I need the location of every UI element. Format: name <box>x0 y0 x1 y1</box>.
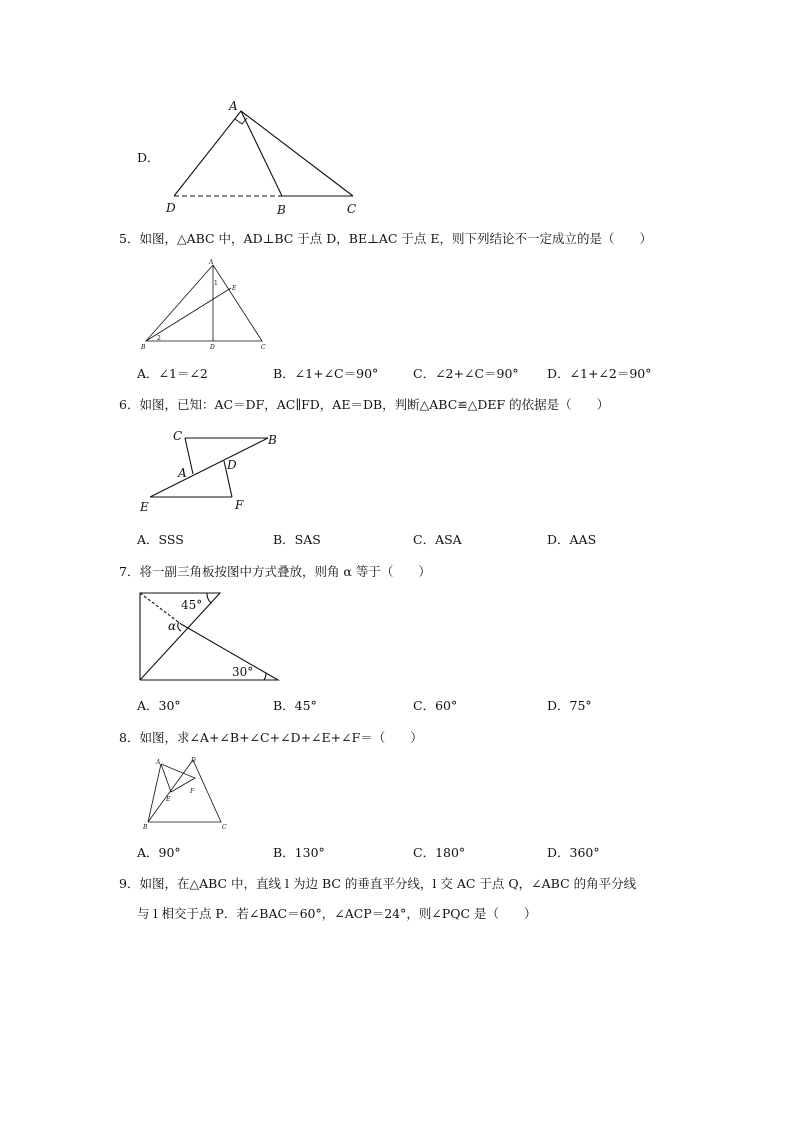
question-7-stem: 7．将一副三角板按图中方式叠放，则角 α 等于（ ） <box>119 564 431 579</box>
label-c: C <box>261 344 266 351</box>
question-5-option-c[interactable]: C．∠2+∠C＝90° <box>413 366 519 381</box>
question-6-stem: 6．如图，已知：AC＝DF，AC∥FD，AE＝DB，判断△ABC≌△DEF 的依据是（ ） <box>119 397 610 412</box>
question-6-option-c[interactable]: C．ASA <box>413 532 462 547</box>
label-d: D <box>191 757 196 764</box>
label-b: B <box>141 344 146 351</box>
question-6-option-d[interactable]: D．AAS <box>547 532 597 547</box>
label-d: D <box>210 344 215 351</box>
label-a: A <box>229 99 238 113</box>
question-9-stem-line-2: 与 l 相交于点 P．若∠BAC＝60°，∠ACP＝24°，则∠PQC 是（ ） <box>137 906 537 921</box>
label-a: A <box>209 259 214 266</box>
question-5-option-a[interactable]: A．∠1＝∠2 <box>137 366 208 381</box>
label-b: B <box>268 433 277 447</box>
label-e: E <box>140 500 149 514</box>
question-5-option-b[interactable]: B．∠1+∠C＝90° <box>273 366 379 381</box>
label-f: F <box>190 788 195 795</box>
label-30: 30° <box>232 665 254 679</box>
question-6-option-a[interactable]: A．SSS <box>137 532 184 547</box>
question-7-option-d[interactable]: D．75° <box>547 698 592 713</box>
question-8-option-b[interactable]: B．130° <box>273 845 325 860</box>
question-7-option-b[interactable]: B．45° <box>273 698 317 713</box>
question-8-option-d[interactable]: D．360° <box>547 845 600 860</box>
label-c: C <box>222 824 227 831</box>
label-d: D <box>227 458 237 472</box>
label-alpha: α <box>168 619 177 633</box>
label-2: 2 <box>157 335 161 342</box>
question-7-option-c[interactable]: C．60° <box>413 698 458 713</box>
label-d: D <box>166 201 176 215</box>
label-45: 45° <box>181 598 203 612</box>
prev-option-d-label: D． <box>137 150 160 165</box>
label-e: E <box>232 285 237 292</box>
label-b: B <box>277 203 286 217</box>
label-e: E <box>166 796 171 803</box>
question-8-option-c[interactable]: C．180° <box>413 845 466 860</box>
question-9-stem-line-1: 9．如图，在△ABC 中，直线 l 为边 BC 的垂直平分线，l 交 AC 于点 Q，∠ABC 的角平分线 <box>119 876 637 891</box>
question-8-stem: 8．如图，求∠A+∠B+∠C+∠D+∠E+∠F＝（ ） <box>119 730 423 745</box>
label-1: 1 <box>214 280 218 287</box>
label-a: A <box>156 759 161 766</box>
label-c: C <box>347 202 357 216</box>
label-f: F <box>235 498 244 512</box>
label-a: A <box>178 466 187 480</box>
triangle-bd-c <box>148 760 221 822</box>
question-8-option-a[interactable]: A．90° <box>137 845 181 860</box>
question-5-stem: 5．如图，△ABC 中，AD⊥BC 于点 D，BE⊥AC 于点 E，则下列结论不一定成立的是（ ） <box>119 231 653 246</box>
question-7-option-a[interactable]: A．30° <box>137 698 181 713</box>
question-5-option-d[interactable]: D．∠1+∠2＝90° <box>547 366 652 381</box>
label-b: B <box>143 824 148 831</box>
label-c: C <box>173 429 183 443</box>
question-6-option-b[interactable]: B．SAS <box>273 532 321 547</box>
